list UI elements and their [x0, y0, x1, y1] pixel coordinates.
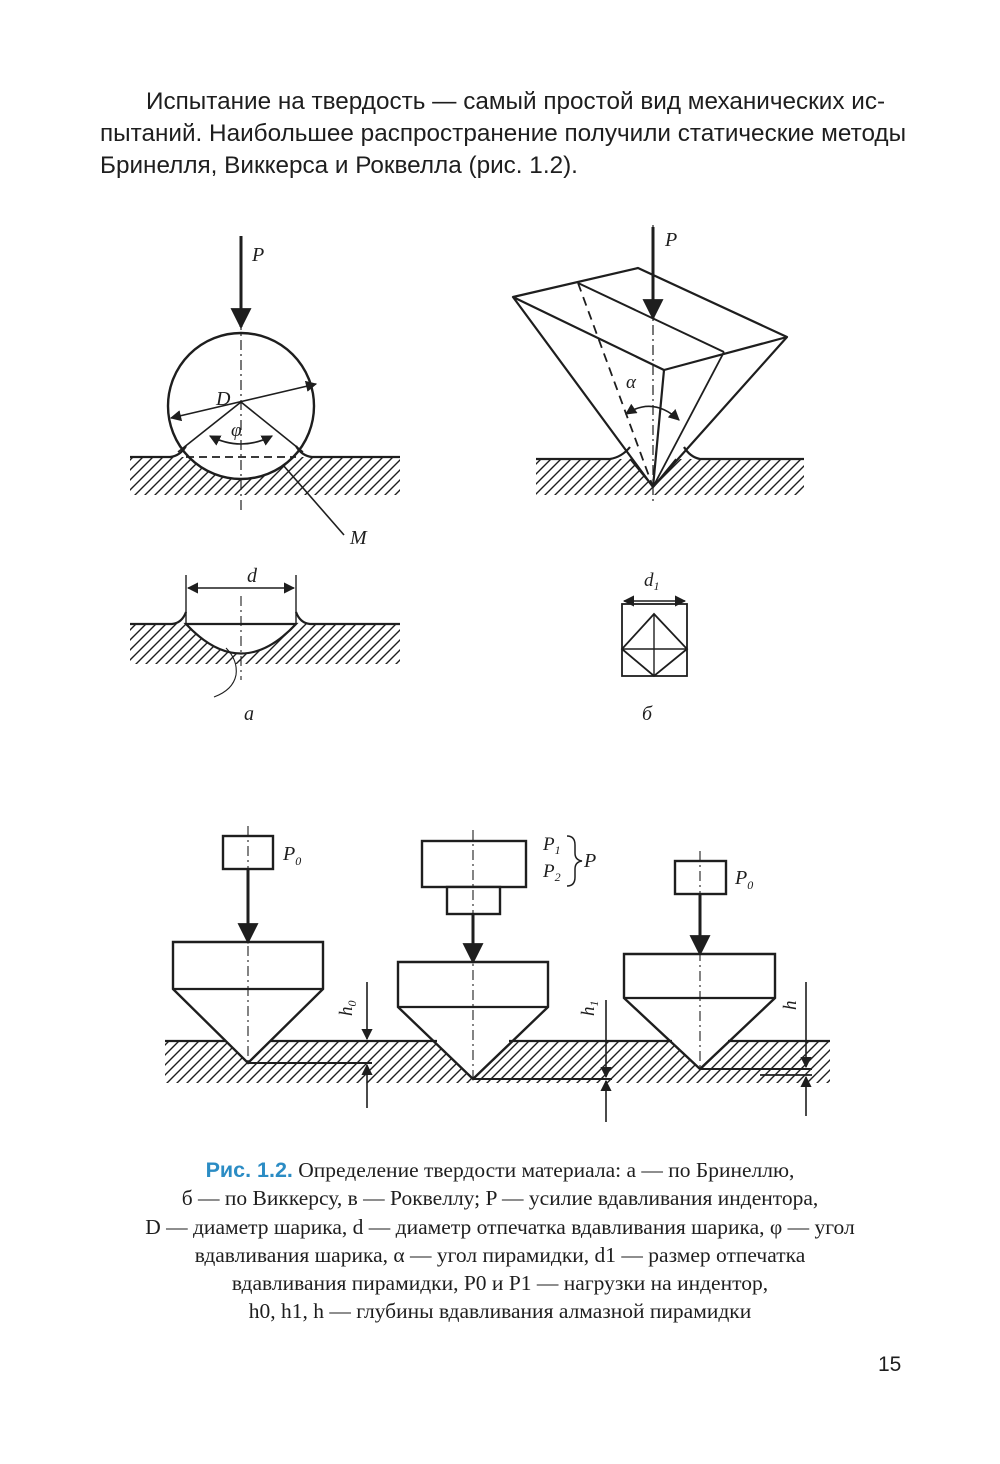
load-label-p1 [542, 834, 561, 857]
panel-label-b: б [642, 703, 653, 725]
figure-caption [90, 1156, 910, 1326]
load-subscript: 0 [747, 878, 754, 892]
caption-line: h0, h1, h — глубины вдавливания алмазной пирамидки [248, 1299, 752, 1324]
zone-label: M [350, 527, 367, 549]
brinell-imprint [130, 565, 400, 725]
caption-line: вдавливания пирамидки, P0 и P1 — нагрузки на индентор, [231, 1271, 769, 1296]
pyramid-silhouette [513, 268, 787, 487]
caption-label: Рис. 1.2. [205, 1158, 293, 1182]
load-subscript: 0 [295, 854, 302, 868]
imprint-width-symbol: d [644, 570, 654, 591]
caption-line: D — диаметр шарика, d — диаметр отпечатка вдавливания шарика, φ — угол [145, 1214, 855, 1239]
caption-line [90, 1156, 910, 1184]
diameter-label: D [216, 388, 231, 410]
paragraph-line: Испытание на твердость — самый простой вид механических ис- [146, 88, 886, 115]
panel-label-a: а [244, 703, 254, 725]
load-label [282, 843, 301, 868]
vickers-imprint [622, 570, 687, 725]
rockwell-diagram [165, 826, 830, 1122]
force-label: P [665, 229, 678, 251]
load-symbol: P [283, 843, 296, 865]
imprint-width-subscript: 1 [653, 579, 660, 593]
brinell-diagram [130, 236, 400, 549]
imprint-width-label [644, 570, 660, 593]
force-label: P [252, 244, 265, 266]
load-subscript: 1 [554, 843, 561, 857]
paragraph-line: Бринелля, Виккерса и Роквелла (рис. 1.2). [100, 152, 578, 179]
load-label-p2 [542, 861, 561, 884]
load-brace [567, 836, 582, 886]
load-symbol: P [735, 867, 748, 889]
depth-symbol: h [336, 1006, 357, 1016]
weight-block-large [422, 841, 526, 887]
imprint-diameter-label: d [247, 565, 257, 587]
load-symbol: P [543, 861, 555, 882]
surface-line [130, 612, 400, 624]
depth-subscript: 0 [345, 1000, 359, 1007]
depth-label: h [780, 1000, 801, 1010]
load-symbol: P [543, 834, 555, 855]
vickers-diagram [513, 225, 804, 505]
load-label [734, 867, 753, 892]
caption-line: вдавливания шарика, α — угол пирамидки, d1 — размер отпечатка [194, 1242, 806, 1267]
load-subscript: 2 [554, 870, 561, 884]
caption-line: б — по Виккерсу, в — Роквеллу; P — усилие вдавливания индентора, [181, 1186, 819, 1211]
depth-subscript: 1 [587, 1000, 601, 1007]
page-number: 15 [878, 1353, 902, 1376]
depth-label [578, 1001, 601, 1017]
load-total-label: P [584, 850, 597, 872]
depth-symbol: h [578, 1006, 599, 1016]
paragraph-line: пытаний. Наибольшее распространение получили статические методы [100, 120, 907, 147]
depth-label [336, 1001, 359, 1017]
caption-text: Определение твердости материала: а — по Бринеллю, [298, 1158, 795, 1182]
angle-label: α [626, 372, 636, 393]
angle-label: φ [231, 420, 242, 441]
